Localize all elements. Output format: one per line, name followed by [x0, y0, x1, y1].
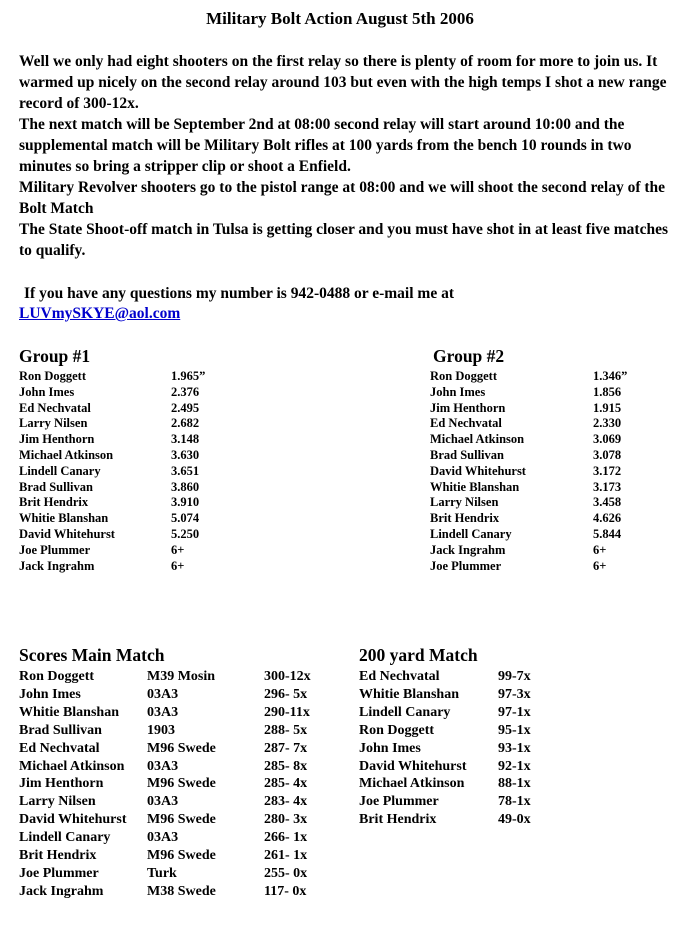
- score: 283- 4x: [264, 794, 308, 810]
- score: 99-7x: [498, 669, 531, 684]
- score: 285- 8x: [264, 758, 308, 774]
- group-size: 3.860: [171, 479, 200, 494]
- rifle-model: 03A3: [147, 686, 179, 702]
- shooter-name: Michael Atkinson: [19, 758, 125, 774]
- shooter-name: Ron Doggett: [19, 669, 95, 684]
- group1-title: Group #1: [19, 346, 91, 366]
- shooter-name: David Whitehurst: [430, 463, 526, 478]
- contact-text: If you have any questions my number is 942-0488 or e-mail me at: [24, 285, 454, 302]
- rifle-model: M38 Swede: [147, 883, 216, 899]
- group-size: 2.376: [171, 384, 200, 399]
- group-size: 3.651: [171, 463, 200, 478]
- shooter-name: Lindell Canary: [19, 830, 111, 846]
- rifle-model: M96 Swede: [147, 848, 216, 863]
- shooter-name: Larry Nilsen: [19, 416, 88, 431]
- score: 288- 5x: [264, 722, 308, 738]
- shooter-name: Brad Sullivan: [430, 448, 504, 462]
- page-title: Military Bolt Action August 5th 2006: [206, 9, 474, 28]
- shooter-name: David Whitehurst: [19, 812, 127, 828]
- shooter-name: Jim Henthorn: [430, 400, 506, 415]
- group-size: 1.965”: [171, 369, 206, 383]
- email-link[interactable]: LUVmySKYE@aol.com: [19, 305, 181, 322]
- shooter-name: Joe Plummer: [19, 865, 99, 881]
- score: 117- 0x: [264, 883, 307, 899]
- score: 285- 4x: [264, 776, 308, 792]
- group-size: 3.078: [593, 448, 622, 462]
- rifle-model: 1903: [147, 722, 175, 738]
- score: 287- 7x: [264, 740, 308, 756]
- score: 93-1x: [498, 740, 531, 756]
- group-size: 3.458: [593, 495, 622, 510]
- rifle-model: M39 Mosin: [147, 669, 216, 684]
- rifle-model: M96 Swede: [147, 776, 216, 792]
- group-size: 1.915: [593, 400, 622, 415]
- group-size: 6+: [171, 558, 185, 573]
- shooter-name: John Imes: [430, 384, 486, 399]
- shooter-name: Michael Atkinson: [359, 776, 465, 792]
- score: 290-11x: [264, 704, 310, 720]
- group-size: 2.495: [171, 400, 200, 415]
- group2-title: Group #2: [433, 346, 505, 366]
- shooter-name: Brit Hendrix: [430, 511, 500, 526]
- rifle-model: Turk: [147, 865, 177, 881]
- rifle-model: M96 Swede: [147, 812, 216, 828]
- group-size: 5.074: [171, 511, 200, 526]
- group-size: 6+: [593, 558, 607, 573]
- shooter-name: Michael Atkinson: [430, 432, 525, 447]
- rifle-model: M96 Swede: [147, 740, 216, 756]
- shooter-name: Ed Nechvatal: [19, 740, 100, 756]
- score: 97-3x: [498, 686, 531, 702]
- group-size: 3.148: [171, 432, 200, 447]
- shooter-name: Brad Sullivan: [19, 722, 102, 738]
- shooter-name: Jack Ingrahm: [19, 558, 95, 573]
- paragraph-3: Military Revolver shooters go to the pistol range at 08:00 and we will shoot the second relay of the Bolt Match: [19, 179, 666, 217]
- intro-paragraphs: [19, 51, 669, 261]
- shooter-name: David Whitehurst: [19, 527, 115, 541]
- shooter-name: Whitie Blanshan: [430, 479, 520, 494]
- score: 92-1x: [498, 758, 531, 774]
- shooter-name: Larry Nilsen: [430, 495, 499, 510]
- shooter-name: Whitie Blanshan: [19, 704, 119, 720]
- rifle-model: 03A3: [147, 794, 179, 810]
- score: 78-1x: [498, 794, 531, 810]
- score: 49-0x: [498, 812, 531, 828]
- group-size: 3.172: [593, 463, 622, 478]
- group-size: 6+: [171, 542, 185, 557]
- shooter-name: David Whitehurst: [359, 758, 467, 774]
- shooter-name: Ron Doggett: [430, 369, 498, 383]
- shooter-name: Ed Nechvatal: [430, 416, 502, 431]
- score: 95-1x: [498, 722, 531, 738]
- shooter-name: Lindell Canary: [19, 463, 101, 478]
- shooter-name: Ron Doggett: [19, 369, 87, 383]
- shooter-name: Brit Hendrix: [359, 812, 437, 828]
- paragraph-2: The next match will be September 2nd at 08:00 second relay will start around 10:00 and the supplemental match will be Military Bolt rifles at 100 yards from the bench 10 rounds in two minutes so bring a stripper clip or shoot a Enfield.: [19, 116, 632, 175]
- shooter-name: John Imes: [19, 384, 75, 399]
- group-size: 2.682: [171, 416, 200, 431]
- group-size: 5.844: [593, 527, 622, 541]
- group-size: 5.250: [171, 527, 200, 541]
- group-size: 3.069: [593, 432, 622, 447]
- score: 255- 0x: [264, 865, 308, 881]
- rifle-model: 03A3: [147, 830, 179, 846]
- score: 97-1x: [498, 704, 531, 720]
- shooter-name: Michael Atkinson: [19, 448, 114, 462]
- shooter-name: Jim Henthorn: [19, 432, 95, 447]
- shooter-name: Joe Plummer: [19, 542, 91, 557]
- group-size: 6+: [593, 542, 607, 557]
- score: 300-12x: [264, 669, 311, 684]
- paragraph-4: The State Shoot-off match in Tulsa is getting closer and you must have shot in at least five matches to qualify.: [19, 221, 669, 259]
- shooter-name: Lindell Canary: [430, 527, 512, 541]
- main-match-title: Scores Main Match: [19, 645, 165, 665]
- score: 266- 1x: [264, 830, 308, 846]
- shooter-name: Jack Ingrahm: [19, 883, 104, 899]
- score: 261- 1x: [264, 848, 308, 863]
- paragraph-1: Well we only had eight shooters on the first relay so there is plenty of room for more to join us. It warmed up nicely on the second relay around 103 but even with the high temps I shot a new range record of 300-12x.: [19, 53, 667, 112]
- shooter-name: Ron Doggett: [359, 722, 435, 738]
- rifle-model: 03A3: [147, 704, 179, 720]
- shooter-name: Brit Hendrix: [19, 848, 97, 863]
- shooter-name: John Imes: [359, 740, 421, 756]
- shooter-name: John Imes: [19, 686, 81, 702]
- contact-email-line: [19, 303, 669, 324]
- shooter-name: Lindell Canary: [359, 704, 451, 720]
- rifle-model: 03A3: [147, 758, 179, 774]
- shooter-name: Jack Ingrahm: [430, 542, 506, 557]
- group-size: 4.626: [593, 511, 622, 526]
- group-size: 3.630: [171, 448, 200, 462]
- group-size: 1.856: [593, 384, 622, 399]
- shooter-name: Brit Hendrix: [19, 495, 89, 510]
- score: 280- 3x: [264, 812, 308, 828]
- group-size: 3.910: [171, 495, 200, 510]
- group-size: 1.346”: [593, 369, 628, 383]
- shooter-name: Joe Plummer: [359, 794, 439, 810]
- shooter-name: Ed Nechvatal: [359, 669, 440, 684]
- shooter-name: Whitie Blanshan: [19, 511, 109, 526]
- score: 296- 5x: [264, 686, 308, 702]
- shooter-name: Brad Sullivan: [19, 479, 93, 494]
- shooter-name: Jim Henthorn: [19, 776, 104, 792]
- shooter-name: Whitie Blanshan: [359, 686, 459, 702]
- group-size: 3.173: [593, 479, 622, 494]
- shooter-name: Joe Plummer: [430, 558, 502, 573]
- shooter-name: Larry Nilsen: [19, 794, 96, 810]
- score: 88-1x: [498, 776, 531, 792]
- shooter-name: Ed Nechvatal: [19, 400, 91, 415]
- yard200-title: 200 yard Match: [359, 645, 478, 665]
- group-size: 2.330: [593, 416, 622, 431]
